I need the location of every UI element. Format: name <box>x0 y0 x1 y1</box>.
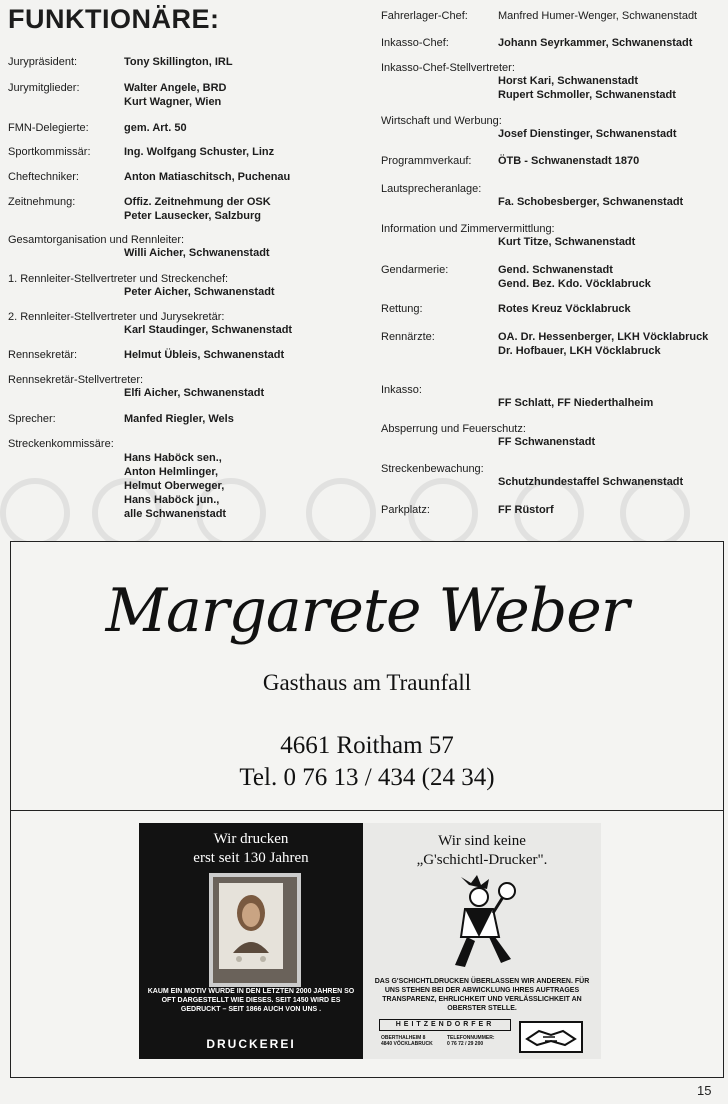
entry-label: Streckenkommissäre: <box>8 438 114 450</box>
entry-value: Horst Kari, Schwanenstadt Rupert Schmoller, Schwanenstadt <box>498 75 676 101</box>
entry-value: Karl Staudinger, Schwanenstadt <box>124 324 293 336</box>
ad-printer-left-heading-1: Wir drucken <box>213 831 289 847</box>
watermark-logo-icon <box>306 478 376 548</box>
ad-weber-line3: Tel. 0 76 13 / 434 (24 34) <box>239 764 495 791</box>
entry-label: Gesamtorganisation und Rennleiter: <box>8 234 185 246</box>
entry-label: Sportkommissär: <box>8 146 91 158</box>
entry-label: 1. Rennleiter-Stellvertreter und Streckenchef: <box>8 273 229 285</box>
entry-label: Inkasso-Chef: <box>381 37 449 49</box>
entry-label: Jurymitglieder: <box>8 82 80 94</box>
entry-value: Rotes Kreuz Vöcklabruck <box>498 303 631 315</box>
handshake-icon <box>519 1021 583 1053</box>
ad-printer-left-footer: DRUCKEREI <box>206 1037 296 1051</box>
entry-value: Schutzhundestaffel Schwanenstadt <box>498 476 684 488</box>
entry-label: Rettung: <box>381 303 423 315</box>
entry-label: Rennsekretär-Stellvertreter: <box>8 374 144 386</box>
entry-label: Sprecher: <box>8 413 56 425</box>
ad-printer-right-heading-1: Wir sind keine <box>438 833 526 849</box>
entry-label: Information und Zimmervermittlung: <box>381 223 555 235</box>
entry-label: Inkasso: <box>381 384 422 396</box>
ad-weber-line1: Gasthaus am Traunfall <box>262 670 472 695</box>
entry-value: Anton Matiaschitsch, Puchenau <box>124 171 291 183</box>
ad-printer-brand: HEITZENDORFER <box>379 1019 511 1031</box>
entry-value: Kurt Titze, Schwanenstadt <box>498 236 636 248</box>
ad-printer-address: OBERTHALHEIM 8 4840 VÖCKLABRUCK <box>381 1035 433 1047</box>
entry-label: Gendarmerie: <box>381 264 449 276</box>
entry-label: FMN-Delegierte: <box>8 122 89 134</box>
ad-weber-name: Margarete Weber <box>105 576 629 646</box>
ad-weber <box>10 541 724 811</box>
portrait-image <box>219 883 283 969</box>
entry-label: Lautsprecheranlage: <box>381 183 482 195</box>
entry-label: Rennsekretär: <box>8 349 78 361</box>
entry-value: Fa. Schobesberger, Schwanenstadt <box>498 196 684 208</box>
ad-printer-left-heading-2: erst seit 130 Jahren <box>193 850 309 866</box>
entry-label: Parkplatz: <box>381 504 430 516</box>
entry-label: Cheftechniker: <box>8 171 79 183</box>
page-title: FUNKTIONÄRE: <box>8 4 220 34</box>
entry-value: Tony Skillington, IRL <box>124 56 233 68</box>
entry-value: Willi Aicher, Schwanenstadt <box>124 247 270 259</box>
entry-label: Streckenbewachung: <box>381 463 484 475</box>
ad-printer-left-panel <box>139 823 363 1059</box>
entry-label: Jurypräsident: <box>8 56 78 68</box>
entry-label: Rennärzte: <box>381 331 435 343</box>
entry-value: Manfed Riegler, Wels <box>124 413 234 425</box>
framed-portrait-icon <box>209 873 301 987</box>
entry-value: Helmut Übleis, Schwanenstadt <box>124 349 285 361</box>
entry-value: Offiz. Zeitnehmung der OSK Peter Lausecker, Salzburg <box>124 196 271 222</box>
ad-printer <box>10 810 724 1078</box>
entry-value: Ing. Wolfgang Schuster, Linz <box>124 146 275 158</box>
page-number: 15 <box>697 1083 712 1098</box>
ad-printer-right-panel <box>363 823 601 1059</box>
ad-printer-right-heading-2: „G'schichtl-Drucker". <box>416 852 548 868</box>
entry-value: Elfi Aicher, Schwanenstadt <box>124 387 265 399</box>
ad-printer-right-text: DAS G'SCHICHTLDRUCKEN ÜBERLASSEN WIR ANDEREN. FÜR UNS STEHEN BEI DER ABWICKLUNG IHRES AUFTRAGES TRANSPARENZ, EHRLICHKEIT UND VERLÄSSLICHKEIT AN OBERSTER STELLE. <box>374 978 590 1012</box>
ad-printer-phone: TELEFONNUMMER: 0 76 72 / 29 200 <box>447 1035 495 1047</box>
entry-label: Inkasso-Chef-Stellvertreter: <box>381 62 515 74</box>
entry-value: Walter Angele, BRD Kurt Wagner, Wien <box>124 82 227 108</box>
entry-value: Hans Haböck sen., Anton Helmlinger, Helmut Oberweger, Hans Haböck jun., alle Schwanenstadt <box>124 452 227 520</box>
entry-value: ÖTB - Schwanenstadt 1870 <box>498 155 640 167</box>
watermark-logo-icon <box>0 478 70 548</box>
entry-value: FF Schlatt, FF Niederthalheim <box>498 397 654 409</box>
ad-printer-left-text: KAUM EIN MOTIV WURDE IN DEN LETZTEN 2000 JAHREN SO OFT DARGESTELLT WIE DIESES. SEIT 1450 WIRD ES GEDRUCKT – SEIT 1866 AUCH VON UNS . <box>147 988 355 1013</box>
entry-label: Zeitnehmung: <box>8 196 76 208</box>
jester-icon <box>441 875 523 973</box>
entry-value: FF Rüstorf <box>498 504 554 516</box>
entry-value: Johann Seyrkammer, Schwanenstadt <box>498 37 693 49</box>
entry-label: Wirtschaft und Werbung: <box>381 115 502 127</box>
entry-value: Peter Aicher, Schwanenstadt <box>124 286 275 298</box>
entry-value: Josef Dienstinger, Schwanenstadt <box>498 128 677 140</box>
entry-value: gem. Art. 50 <box>124 122 187 134</box>
entry-label: 2. Rennleiter-Stellvertreter und Jurysekretär: <box>8 311 225 323</box>
entry-value: OA. Dr. Hessenberger, LKH Vöcklabruck Dr. Hofbauer, LKH Vöcklabruck <box>498 331 709 357</box>
entry-label: Fahrerlager-Chef: <box>381 10 468 22</box>
entry-value: Gend. Schwanenstadt Gend. Bez. Kdo. Vöcklabruck <box>498 264 651 290</box>
entry-value: Manfred Humer-Wenger, Schwanenstadt <box>498 10 698 22</box>
ad-weber-line2: 4661 Roitham 57 <box>280 732 454 759</box>
entry-label: Absperrung und Feuerschutz: <box>381 423 526 435</box>
entry-label: Programmverkauf: <box>381 155 472 167</box>
entry-value: FF Schwanenstadt <box>498 436 596 448</box>
